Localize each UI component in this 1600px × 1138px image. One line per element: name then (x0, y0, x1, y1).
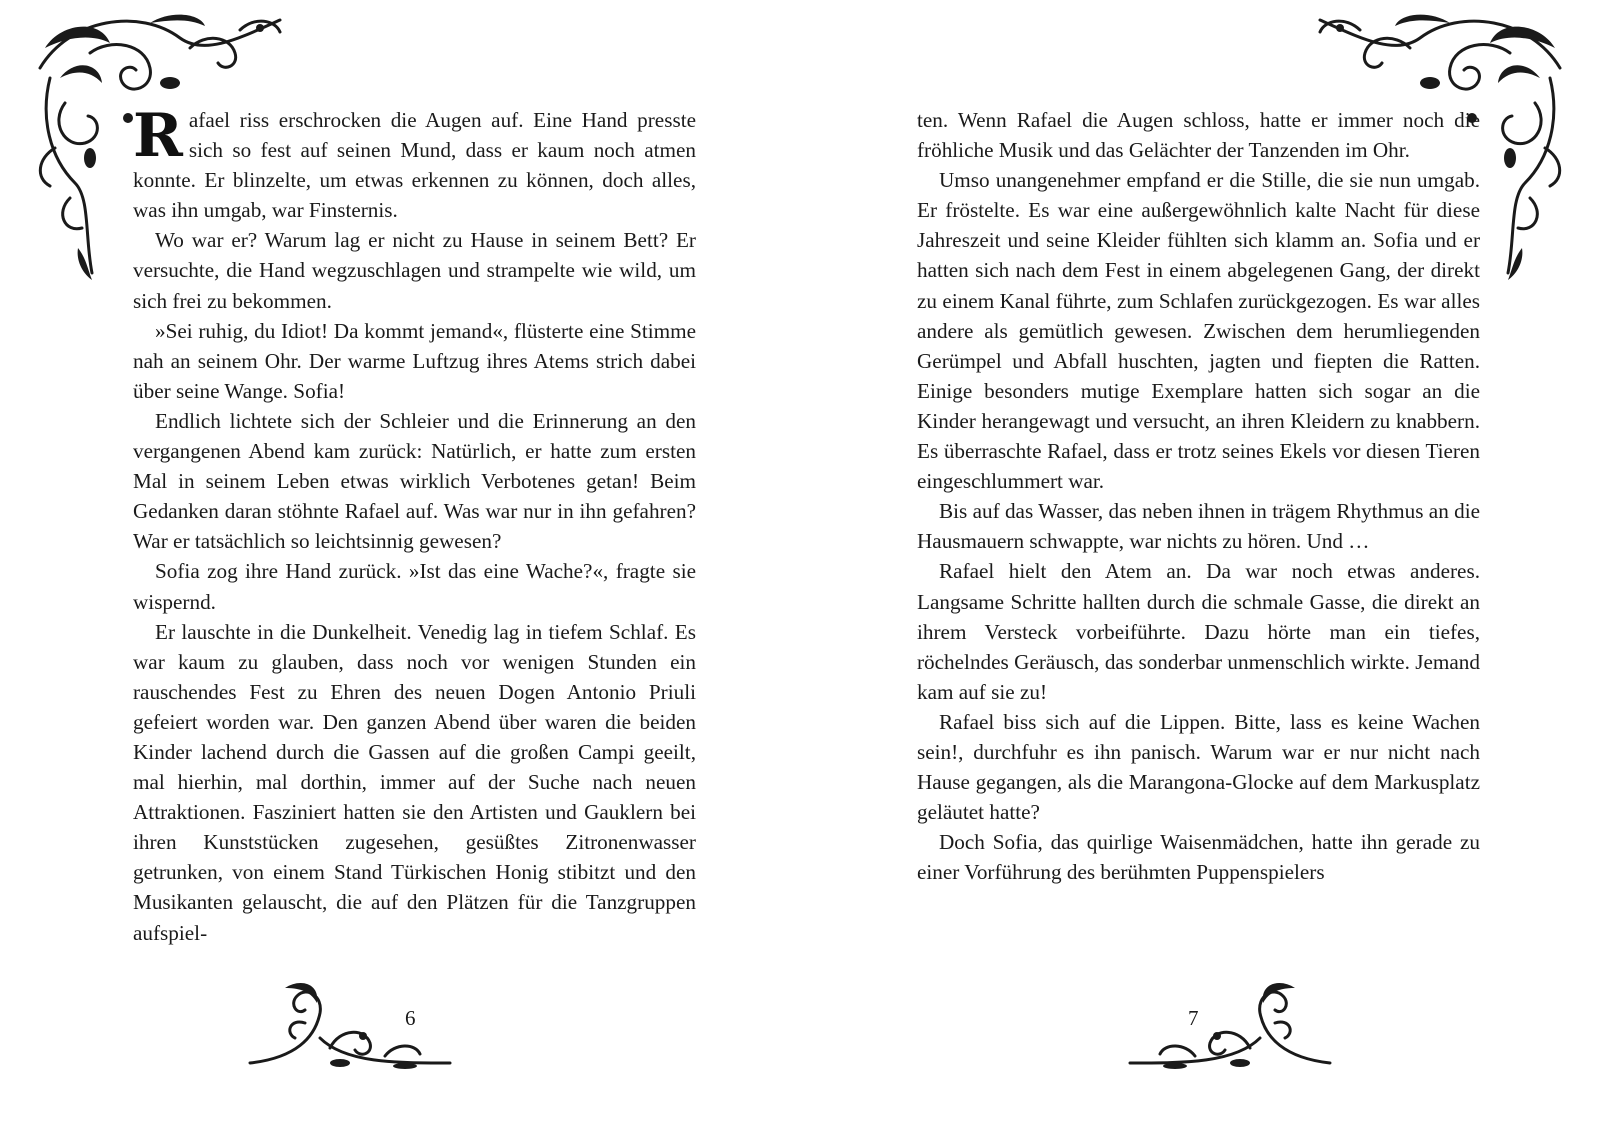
paragraph: Rafael hielt den Atem an. Da war noch etwas anderes. Langsame Schritte hallten durch die schmale Gasse, die direkt an ihrem Versteck vorbeiführte. Dazu hörte man ein tiefes, röchelndes Geräusch, das sonderbar unmenschlich wirkte. Jemand kam auf sie zu! (917, 559, 1480, 704)
paragraph: Er lauschte in die Dunkelheit. Venedig lag in tiefem Schlaf. Es war kaum zu glauben, dass noch vor wenigen Stunden ein rauschendes Fest zu Ehren des neuen Dogen Antonio Priuli gefeiert worden war. Den ganzen Abend über waren die beiden Kinder lachend durch die Gassen auf die großen Campi geeilt, mal hierhin, mal dorthin, immer auf der Suche nach neuen Attraktionen. Fasziniert hatten sie den Artisten und Gauklern bei ihren Kunststücken zugesehen, gesüßtes Zitronenwasser getrunken, von einem Stand Türkischen Honig stibitzt und den Musikanten gelauscht, die auf den Plätzen für die Tanzgruppen aufspiel- (133, 619, 696, 945)
footer-flourish-left-icon (245, 978, 455, 1078)
page-number: 6 (405, 1006, 416, 1030)
paragraph: Wo war er? Warum lag er nicht zu Hause in seinem Bett? Er versuchte, die Hand wegzuschlagen und strampelte wie wild, um sich frei zu bekommen. (133, 228, 696, 313)
paragraph: ten. Wenn Rafael die Augen schloss, hatte er immer noch die fröhliche Musik und das Gelächter der Tanzenden im Ohr. (917, 108, 1480, 163)
paragraph (133, 101, 696, 225)
paragraph: Endlich lichtete sich der Schleier und die Erinnerung an den vergangenen Abend kam zurück: Natürlich, er hatte zum ersten Mal in seinem Leben etwas wirklich Verbotenes getan! Beim Gedanken daran stöhnte Rafael auf. Was war nur in ihn gefahren? War er tatsächlich so leichtsinnig gewesen? (133, 408, 696, 554)
paragraph: Bis auf das Wasser, das neben ihnen in trägem Rhythmus an die Hausmauern schwappte, war nichts zu hören. Und … (917, 499, 1480, 554)
footer-flourish-right-icon (1125, 978, 1335, 1078)
paragraph: »Sei ruhig, du Idiot! Da kommt jemand«, flüsterte eine Stimme nah an seinem Ohr. Der warme Luftzug ihres Atems strich dabei über seine Wange. Sofia! (133, 318, 696, 403)
right-page (800, 0, 1600, 1138)
page-number: 7 (1188, 1006, 1199, 1030)
paragraph: Sofia zog ihre Hand zurück. »Ist das eine Wache?«, fragte sie wispernd. (133, 559, 696, 614)
right-page-text (917, 105, 1480, 887)
paragraph-text: afael riss erschrocken die Augen auf. Eine Hand presste sich so fest auf seinen Mund, dass er kaum noch atmen konnte. Er blinzelte, um etwas erkennen zu können, doch alles, was ihn umgab, war Finsternis. (133, 108, 696, 223)
drop-cap: R (133, 101, 183, 171)
paragraph: Doch Sofia, das quirlige Waisenmädchen, hatte ihn gerade zu einer Vorführung des berühmten Puppenspielers (917, 830, 1480, 885)
paragraph: Umso unangenehmer empfand er die Stille, die sie nun umgab. Er fröstelte. Es war eine außergewöhnlich kalte Nacht für diese Jahreszeit und seine Kleider fühlten sich klamm an. Sofia und er hatten sich nach dem Fest in einem abgelegenen Gang, der direkt zu einem Kanal führte, zum Schlafen zurückgezogen. Es war alles andere als gemütlich gewesen. Zwischen dem herumliegenden Gerümpel und Abfall huschten, jagten und fiepten die Ratten. Einige besonders mutige Exemplare hatten sich sogar an die Kinder herangewagt und versucht, an ihren Kleidern zu knabbern. Es überraschte Rafael, dass er trotz seines Ekels vor diesen Tieren eingeschlummert war. (917, 168, 1480, 494)
paragraph: Rafael biss sich auf die Lippen. Bitte, lass es keine Wachen sein!, durchfuhr es ihn panisch. Warum war er nur nicht nach Hause gegangen, als die Marangona-Glocke auf dem Markusplatz geläutet hatte? (917, 709, 1480, 825)
left-page-text (133, 101, 696, 948)
